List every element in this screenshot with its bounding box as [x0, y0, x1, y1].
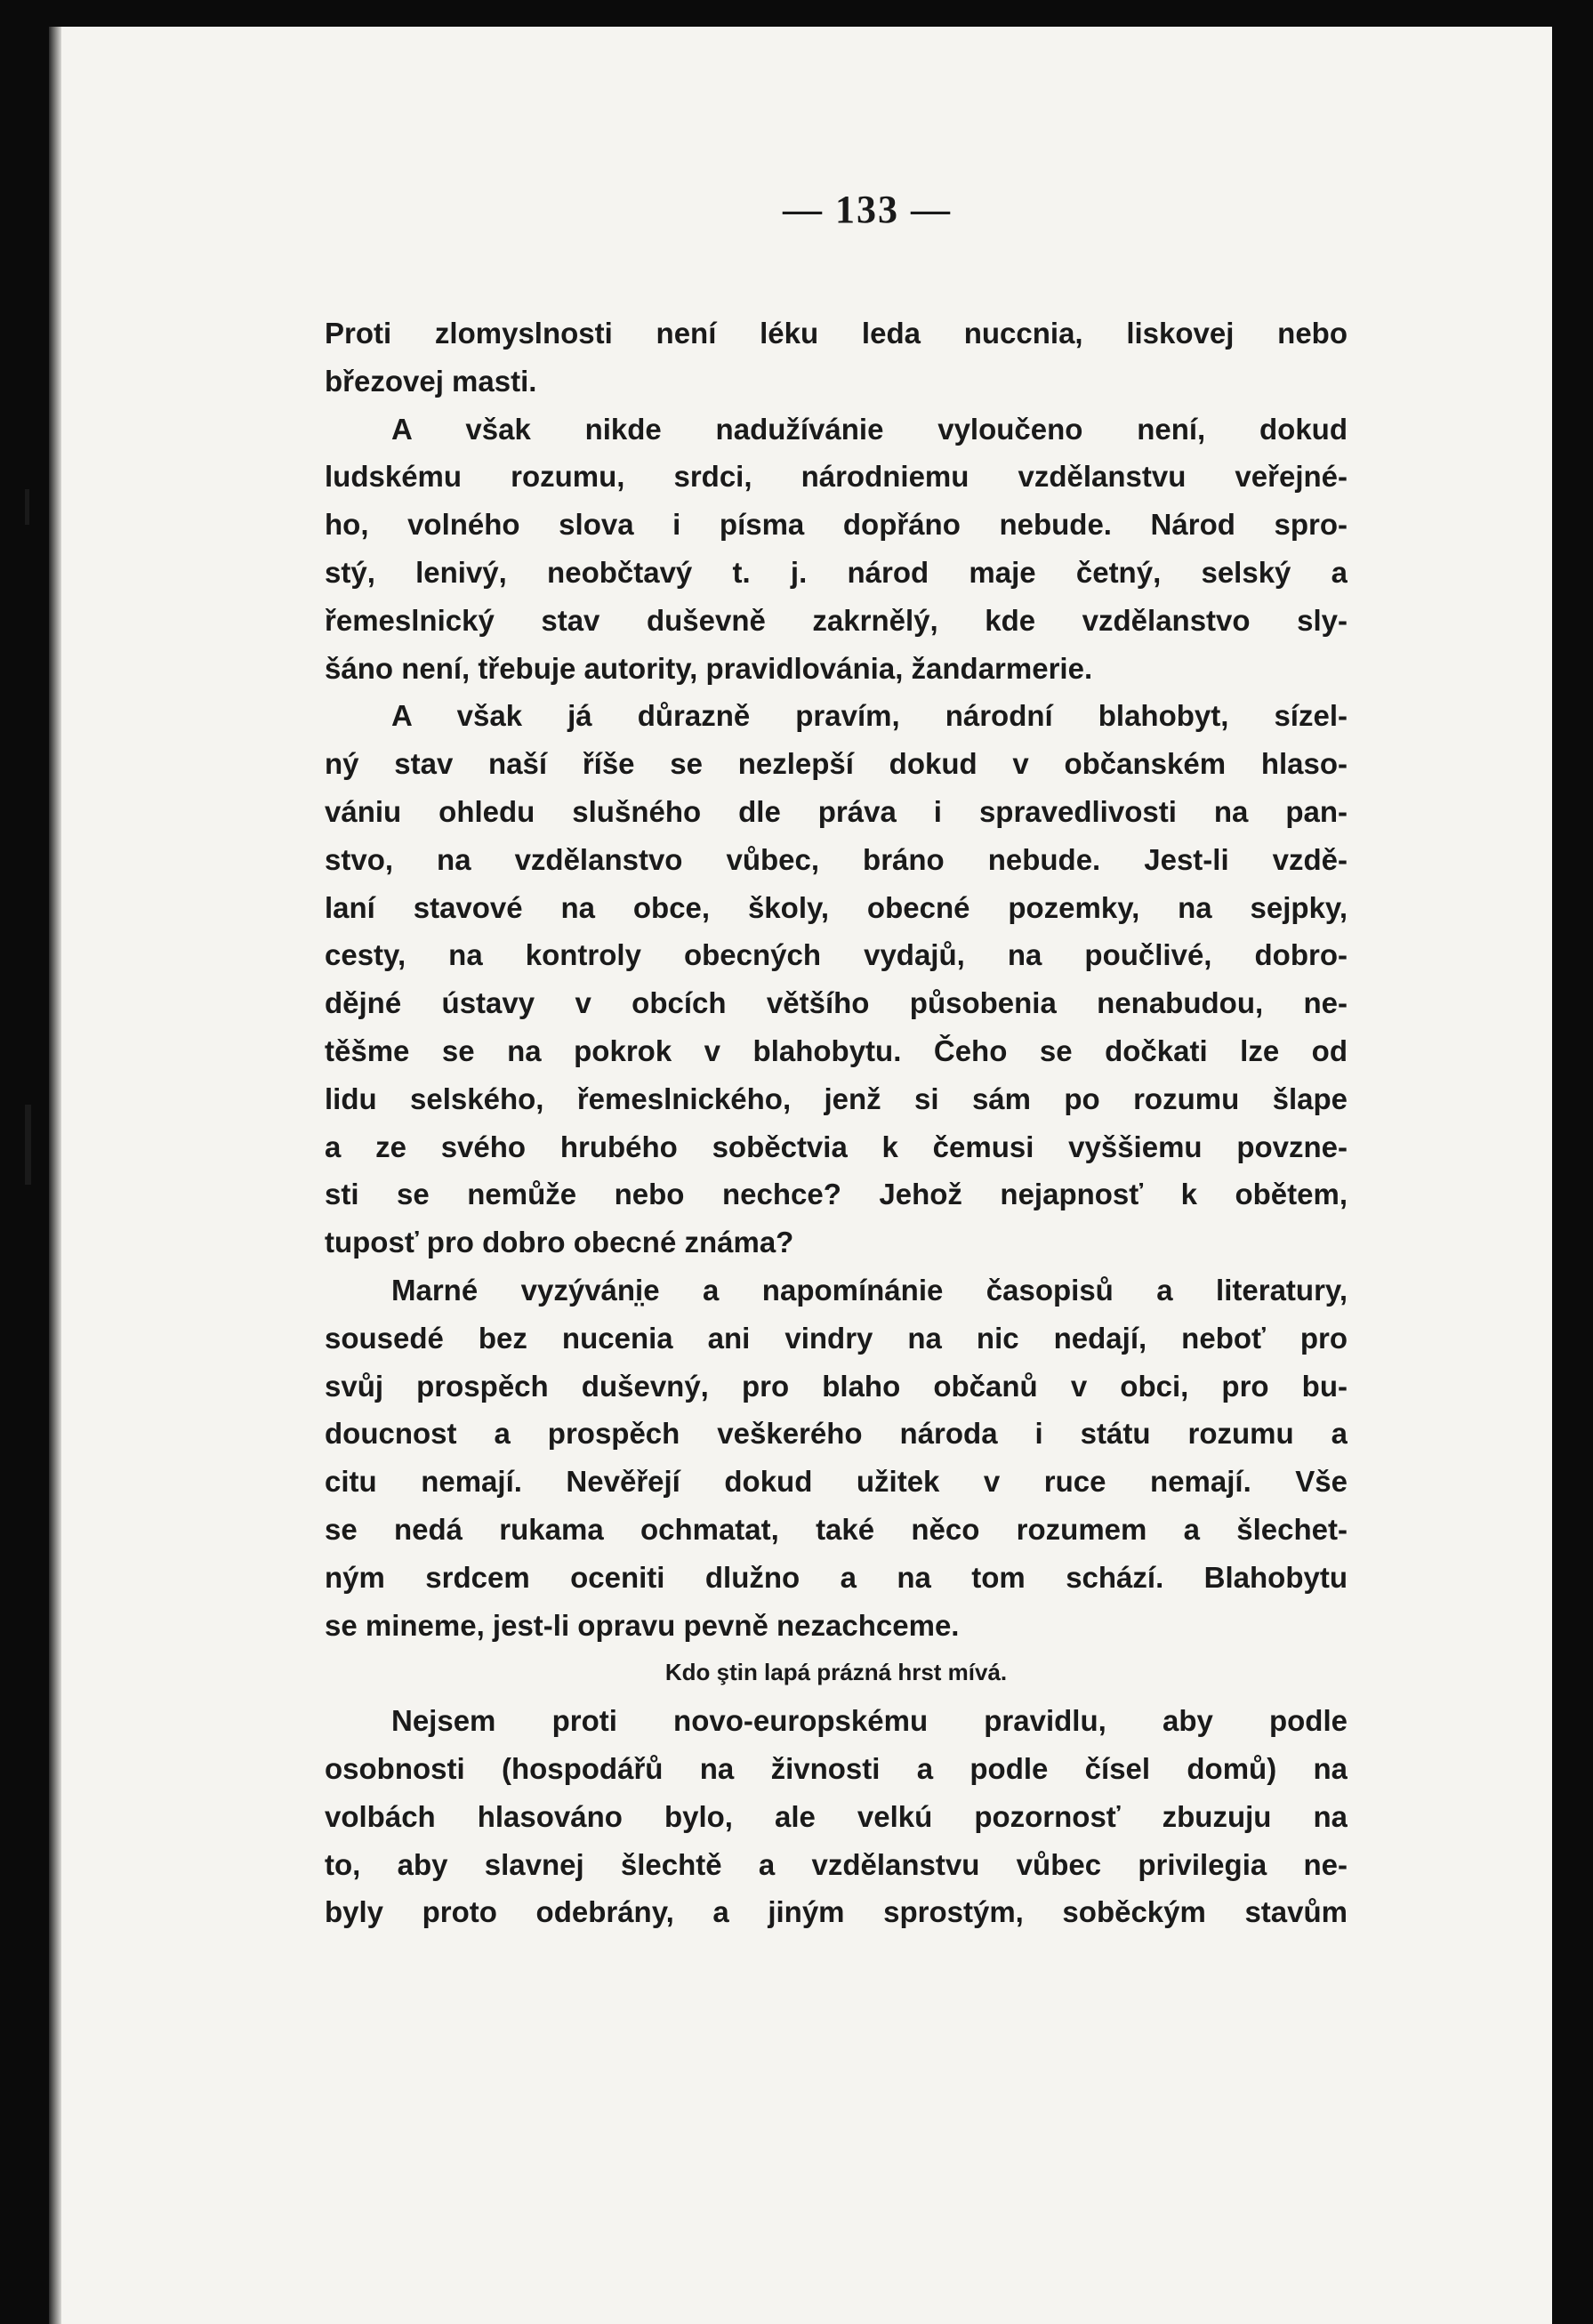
text-line: a ze svého hrubého soběctvia k čemusi vyššiemu povzne-: [325, 1130, 1348, 1163]
text-line: ho, volného slova i písma dopřáno nebude. Národ spro-: [325, 508, 1348, 542]
text-line: citu nemají. Nevěřejí dokud užitek v ruce nemají. Vše: [325, 1465, 1348, 1499]
text-line: ludskému rozumu, srdci, národniemu vzdělanstvu veřejné-: [325, 460, 1348, 494]
text-line: A však já důrazně pravím, národní blahobyt, sízel-: [391, 699, 1348, 733]
text-line: sousedé bez nucenia ani vindry na nic nedají, neboť pro: [325, 1321, 1348, 1355]
text-line: ný stav naší říše se nezlepší dokud v občanském hlaso-: [325, 747, 1348, 781]
text-line: stvo, na vzdělanstvo vůbec, bráno nebude. Jest-li vzdě-: [325, 842, 1348, 876]
text-line: řemeslnický stav duševně zakrnělý, kde vzdělanstvo sly-: [325, 603, 1348, 637]
page-binding-shadow: [49, 27, 61, 2324]
text-line: cesty, na kontroly obecných vydajů, na poučlivé, dobro-: [325, 938, 1348, 972]
text-line: svůj prospěch duševný, pro blaho občanů v obci, pro bu-: [325, 1369, 1348, 1403]
text-line: lidu selského, řemeslnického, jenž si sám po rozumu šlape: [325, 1082, 1348, 1115]
text-line: těšme se na pokrok v blahobytu. Čeho se dočkati lze od: [325, 1033, 1348, 1067]
margin-mark: [25, 489, 29, 525]
text-line: se nedá rukama ochmatat, také něco rozumem a šlechet-: [325, 1512, 1348, 1546]
page-body-text: [325, 310, 1348, 1936]
page-number: — 133 —: [783, 188, 952, 231]
text-line: sti se nemůže nebo nechce? Jehož nejapnosť k obětem,: [325, 1178, 1348, 1211]
text-line: tuposť pro dobro obecné známa?: [325, 1226, 794, 1259]
text-line: laní stavové na obce, školy, obecné pozemky, na sejpky,: [325, 890, 1348, 924]
text-line: doucnost a prospěch veškerého národa i státu rozumu a: [325, 1417, 1348, 1451]
margin-mark: [25, 1105, 31, 1185]
text-line: osobnosti (hospodářů na živnosti a podle čísel domů) na: [325, 1751, 1348, 1785]
text-line: vániu ohledu slušného dle práva i spravedlivosti na pan-: [325, 794, 1348, 828]
text-line: březovej masti.: [325, 364, 537, 398]
book-page: [49, 27, 1552, 2324]
text-line: dějné ústavy v obcích většího působenia nenabudou, ne-: [325, 986, 1348, 1020]
proverb-line: Kdo ştin lapá prázná hrst mívá.: [664, 1659, 1008, 1686]
text-line: ným srdcem oceniti dlužno a na tom schází. Blahobytu: [325, 1560, 1348, 1594]
text-line: to, aby slavnej šlechtě a vzdělanstvu vůbec privilegia ne-: [325, 1847, 1348, 1881]
text-line: šáno není, třebuje autority, pravidlovánia, žandarmerie.: [325, 651, 1093, 685]
text-line: volbách hlasováno bylo, ale velkú pozornosť zbuzuju na: [325, 1799, 1348, 1833]
text-line: Proti zlomyslnosti není léku leda nuccnia, liskovej nebo: [325, 317, 1348, 350]
text-line: se mineme, jest-li opravu pevně nezachceme.: [325, 1608, 960, 1642]
text-line: A však nikde nadužívánie vyloučeno není, dokud: [391, 412, 1348, 446]
text-line: byly proto odebrány, a jiným sprostým, soběckým stavům: [325, 1895, 1348, 1929]
text-line: Marné vyzýváni̤e a napomínánie časopisů a literatury,: [391, 1273, 1348, 1307]
text-line: Nejsem proti novo-europskému pravidlu, aby podle: [391, 1704, 1348, 1738]
text-line: stý, lenivý, neobčtavý t. j. národ maje četný, selský a: [325, 555, 1348, 589]
